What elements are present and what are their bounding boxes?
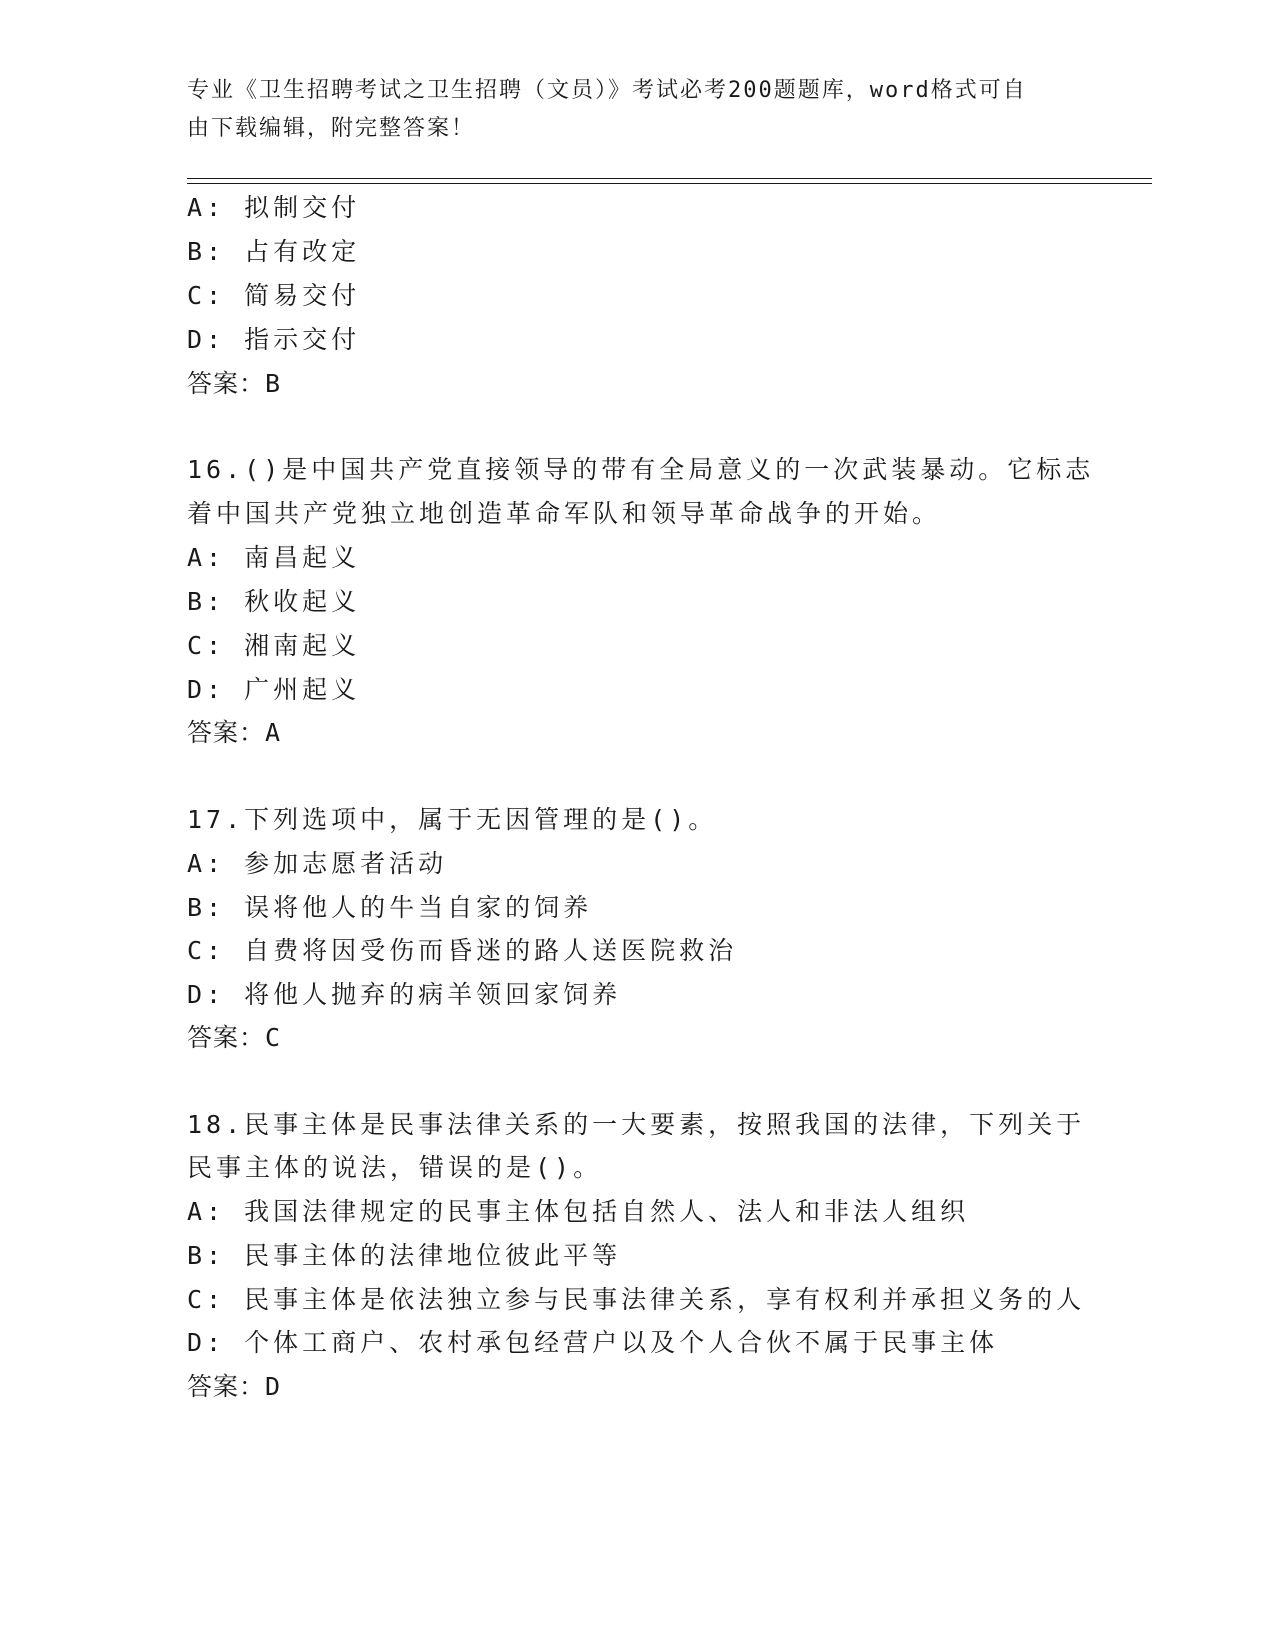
answer-label: 答案： [187,718,266,747]
header-divider-top [187,178,1152,179]
option-b: B: 占有改定 [187,237,361,266]
answer-line [187,1023,281,1053]
option-c: C: 民事主体是依法独立参与民事法律关系，享有权利并承担义务的人 [187,1285,1086,1314]
header-line-2: 由下载编辑，附完整答案！ [187,116,476,141]
answer-line [187,718,281,748]
question-stem-line-1: 16.()是中国共产党直接领导的带有全局意义的一次武装暴动。它标志 [187,455,1095,484]
answer-value: A [265,718,282,747]
answer-label: 答案： [187,1023,266,1052]
answer-line [187,369,281,399]
option-d: D: 个体工商户、农村承包经营户以及个人合伙不属于民事主体 [187,1328,999,1357]
option-a: A: 参加志愿者活动 [187,849,448,878]
header-divider-bottom [187,183,1152,184]
option-d: D: 指示交付 [187,325,361,354]
option-a: A: 我国法律规定的民事主体包括自然人、法人和非法人组织 [187,1197,970,1226]
option-d: D: 将他人抛弃的病羊领回家饲养 [187,980,622,1009]
answer-line [187,1372,281,1402]
question-stem-line-2: 民事主体的说法，错误的是()。 [187,1153,603,1182]
answer-value: D [265,1372,282,1401]
option-a: A: 拟制交付 [187,193,361,222]
answer-value: B [265,369,282,398]
option-a: A: 南昌起义 [187,543,361,572]
option-b: B: 误将他人的牛当自家的饲养 [187,893,593,922]
option-c: C: 自费将因受伤而昏迷的路人送医院救治 [187,936,738,965]
answer-value: C [265,1023,282,1052]
question-stem-line-2: 着中国共产党独立地创造革命军队和领导革命战争的开始。 [187,499,942,528]
question-stem-line-1: 18.民事主体是民事法律关系的一大要素，按照我国的法律，下列关于 [187,1110,1086,1139]
question-stem-line-1: 17.下列选项中，属于无因管理的是()。 [187,805,718,834]
option-c: C: 简易交付 [187,281,361,310]
answer-label: 答案： [187,1372,266,1401]
answer-label: 答案： [187,369,266,398]
header-line-1: 专业《卫生招聘考试之卫生招聘（文员）》考试必考200题题库，word格式可自 [187,78,1027,103]
option-b: B: 秋收起义 [187,587,361,616]
option-b: B: 民事主体的法律地位彼此平等 [187,1241,622,1270]
option-c: C: 湘南起义 [187,631,361,660]
document-header [187,72,1067,148]
option-d: D: 广州起义 [187,675,361,704]
